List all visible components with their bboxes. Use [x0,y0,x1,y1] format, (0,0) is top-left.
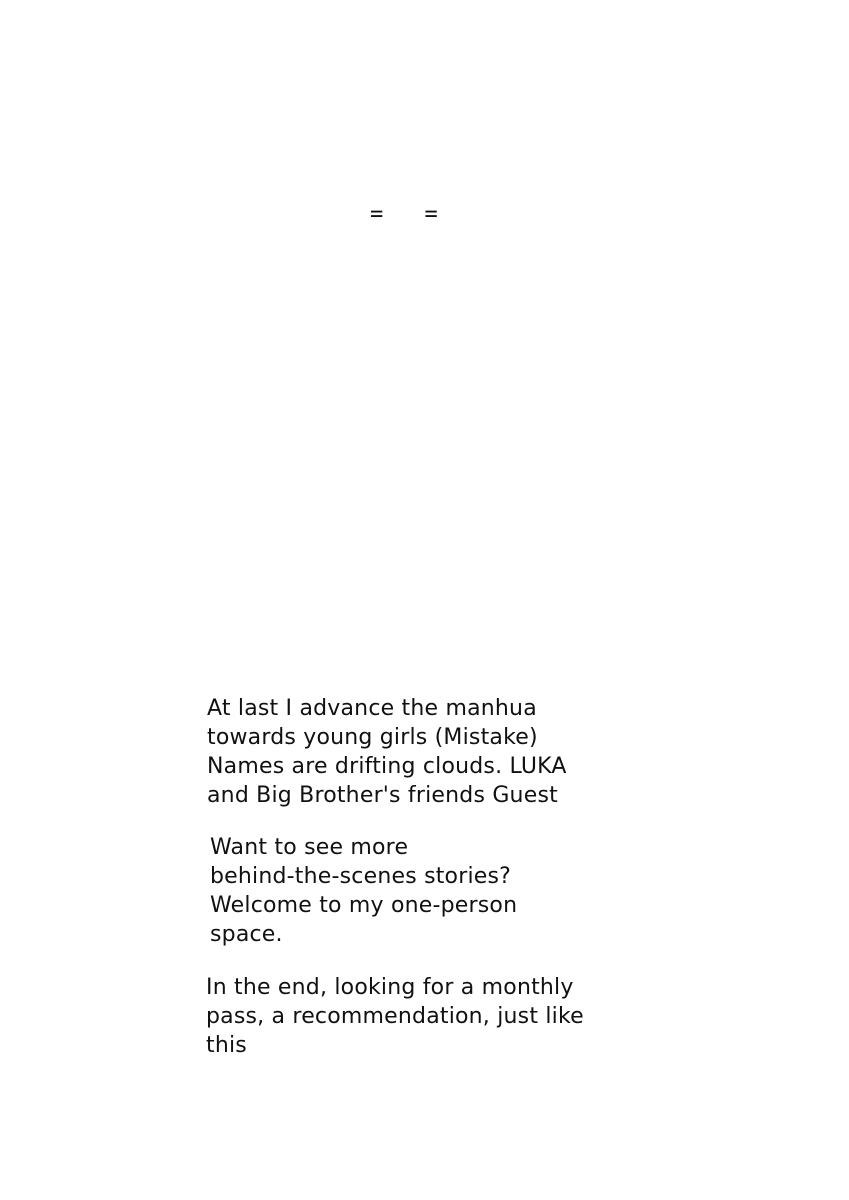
afterword-paragraph-3 [206,973,584,1060]
paragraph-line: Names are drifting clouds. LUKA [207,754,567,779]
afterword-paragraph-1 [207,694,567,810]
afterword-paragraph-2 [210,833,517,949]
paragraph-line: and Big Brother's friends Guest [207,783,558,808]
emote-text: = = [370,202,452,227]
paragraph-line: space. [210,922,283,947]
paragraph-line: towards young girls (Mistake) [207,725,538,750]
paragraph-line: behind-the-scenes stories? [210,864,512,889]
paragraph-line: Welcome to my one-person [210,893,518,918]
paragraph-line: In the end, looking for a monthly [206,975,574,1000]
paragraph-line: pass, a recommendation, just like [206,1004,584,1029]
paragraph-line: At last I advance the manhua [207,696,537,721]
paragraph-line: this [206,1033,247,1058]
paragraph-line: Want to see more [210,835,409,860]
